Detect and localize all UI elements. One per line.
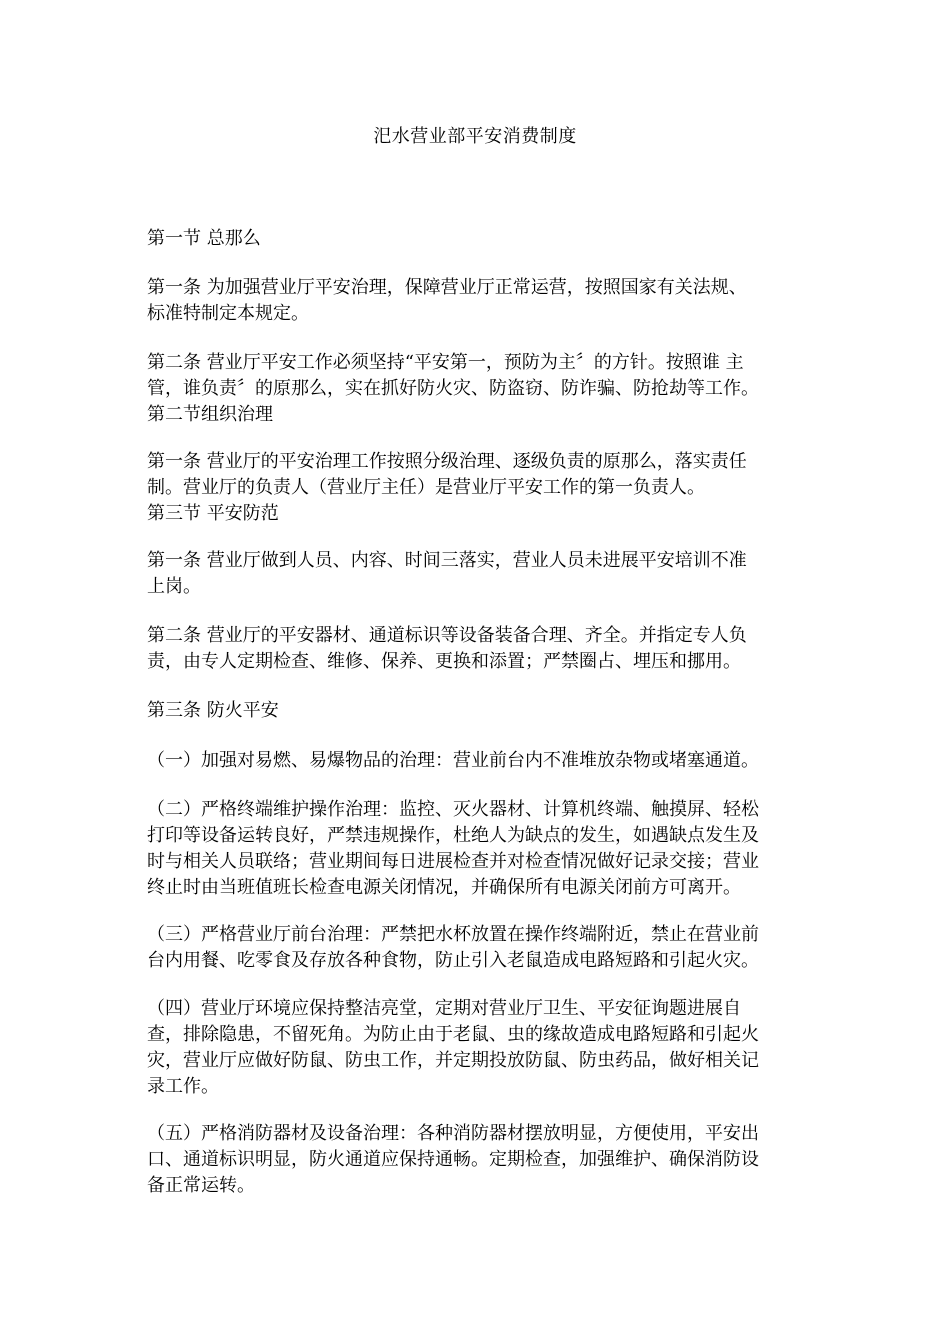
document-title: 汜水营业部平安消费制度: [373, 126, 577, 147]
text-line: 第一条 营业厅做到人员、内容、时间三落实，营业人员未进展平安培训不准: [147, 550, 747, 571]
text-line: 标准特制定本规定。: [147, 303, 309, 324]
paragraph-prevention-article-2: [147, 623, 807, 675]
paragraph-item-5: [147, 1121, 807, 1199]
text-line: （三）严格营业厅前台治理：严禁把水杯放置在操作终端附近，禁止在营业前: [147, 924, 759, 945]
text-line: 责，由专人定期检查、维修、保养、更换和添置；严禁圈占、埋压和挪用。: [147, 651, 741, 672]
section-heading-organization: 第二节组织治理: [147, 404, 273, 425]
text-line: 第一条 营业厅的平安治理工作按照分级治理、逐级负责的原那么，落实责任: [147, 451, 747, 472]
text-line: （二）严格终端维护操作治理：监控、灭火器材、计算机终端、触摸屏、轻松: [147, 799, 759, 820]
text-line: （四）营业厅环境应保持整洁亮堂，定期对营业厅卫生、平安征询题进展自: [147, 998, 741, 1019]
section-heading-prevention: 第三节 平安防范: [147, 503, 279, 524]
text-line: 录工作。: [147, 1076, 219, 1097]
text-line: 查，排除隐患，不留死角。为防止由于老鼠、虫的缘故造成电路短路和引起火: [147, 1024, 759, 1045]
section-heading-general: [147, 226, 807, 252]
text-line: 终止时由当班值班长检查电源关闭情况，并确保所有电源关闭前方可离开。: [147, 877, 741, 898]
paragraph-article-2: [147, 350, 807, 428]
text-line: 上岗。: [147, 576, 201, 597]
text-line: 管，谁负责〞的原那么，实在抓好防火灾、防盗窃、防诈骗、防抢劫等工作。: [147, 378, 759, 399]
paragraph-article-3-heading: [147, 698, 807, 724]
text-line: 制。营业厅的负责人（营业厅主任）是营业厅平安工作的第一负责人。: [147, 477, 705, 498]
paragraph-article-1: [147, 275, 807, 327]
text-line: 第一节 总那么: [147, 228, 261, 249]
text-line: 第二条 营业厅平安工作必须坚持“平安第一，预防为主〞的方针。按照谁 主: [147, 352, 744, 373]
paragraph-prevention-article-1: [147, 548, 807, 600]
text-line: 第二条 营业厅的平安器材、通道标识等设备装备合理、齐全。并指定专人负: [147, 625, 747, 646]
paragraph-organization-article-1: [147, 449, 807, 527]
paragraph-item-3: [147, 922, 807, 974]
paragraph-item-1: [147, 748, 807, 774]
text-line: （五）严格消防器材及设备治理：各种消防器材摆放明显，方便使用，平安出: [147, 1123, 759, 1144]
text-line: 第一条 为加强营业厅平安治理，保障营业厅正常运营，按照国家有关法规、: [147, 277, 747, 298]
text-line: 备正常运转。: [147, 1175, 255, 1196]
paragraph-item-2: [147, 797, 807, 901]
text-line: 第三条 防火平安: [147, 700, 279, 721]
paragraph-item-4: [147, 996, 807, 1100]
text-line: （一）加强对易燃、易爆物品的治理：营业前台内不准堆放杂物或堵塞通道。: [147, 750, 759, 771]
text-line: 时与相关人员联络；营业期间每日进展检查并对检查情况做好记录交接；营业: [147, 851, 759, 872]
text-line: 打印等设备运转良好，严禁违规操作，杜绝人为缺点的发生，如遇缺点发生及: [147, 825, 759, 846]
text-line: 口、通道标识明显，防火通道应保持通畅。定期检查，加强维护、确保消防设: [147, 1149, 759, 1170]
text-line: 台内用餐、吃零食及存放各种食物，防止引入老鼠造成电路短路和引起火灾。: [147, 950, 759, 971]
text-line: 灾，营业厅应做好防鼠、防虫工作，并定期投放防鼠、防虫药品，做好相关记: [147, 1050, 759, 1071]
